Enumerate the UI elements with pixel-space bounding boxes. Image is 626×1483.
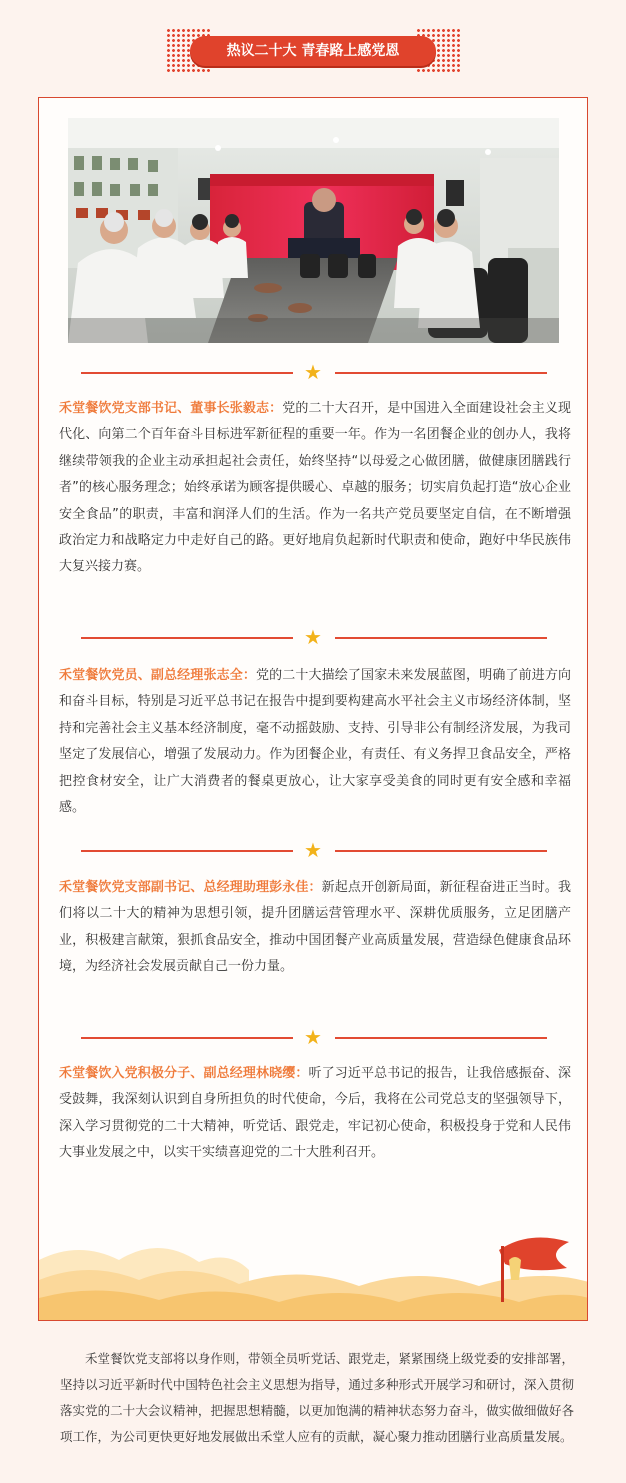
divider-2 xyxy=(81,625,547,649)
star-icon: ★ xyxy=(304,1025,322,1049)
divider-1 xyxy=(81,360,547,384)
header-banner xyxy=(0,22,626,78)
star-icon: ★ xyxy=(304,625,322,649)
star-icon: ★ xyxy=(304,838,322,862)
cloud-flag-decoration-icon xyxy=(39,1220,588,1320)
section-3-text: 新起点开创新局面，新征程奋进正当时。我们将以二十大的精神为思想引领，提升团膳运营管理水平、深耕优质服务，立足团膳产业，积极建言献策，狠抓食品安全，推动中国团餐产业高质量发展，营造绿色健康食品环境，为经济社会发展贡献自己一份力量。 xyxy=(59,880,571,975)
section-4-speaker: 禾堂餐饮入党积极分子、副总经理林晓缨： xyxy=(59,1066,309,1081)
section-2-text: 党的二十大描绘了国家未来发展蓝图，明确了前进方向和奋斗目标，特别是习近平总书记在报告中提到要构建高水平社会主义市场经济体制，坚持和完善社会主义基本经济制度，毫不动摇鼓励、支持、引导非公有制经济发展，为我司坚定了发展信心，增强了发展动力。作为团餐企业，有责任、有义务捍卫食品安全，严格把控食材安全，让广大消费者的餐桌更放心，让大家享受美食的同时更有安全感和幸福感。 xyxy=(59,668,571,816)
footer-paragraph: 禾堂餐饮党支部将以身作则，带领全员听党话、跟党走，紧紧围绕上级党委的安排部署，坚持以习近平新时代中国特色社会主义思想为指导，通过多种形式开展学习和研讨，深入贯彻落实党的二十大会议精神，把握思想精髓，以更加饱满的精神状态努力奋斗，做实做细做好各项工作，为公司更快更好地发展做出禾堂人应有的贡献，凝心聚力推动团膳行业高质量发展。 xyxy=(60,1351,574,1444)
section-4 xyxy=(59,1061,571,1167)
banner-title: 热议二十大 青春路上感党恩 xyxy=(190,36,436,66)
star-icon: ★ xyxy=(304,360,322,384)
content-card xyxy=(38,97,588,1321)
meeting-photo xyxy=(68,118,559,343)
section-1-text: 党的二十大召开，是中国进入全面建设社会主义现代化、向第二个百年奋斗目标进军新征程的重要一年。作为一名团餐企业的创办人，我将继续带领我的企业主动承担起社会责任，始终坚持“以母爱之心做团膳，做健康团膳践行者”的核心服务理念；始终承诺为顾客提供暖心、卓越的服务；切实肩负起打造“放心企业 安全食品”的职责，丰富和润泽人们的生活。作为一名共产党员要坚定自信，在不断增强政治定力和战略定力中走好自己的路。更好地肩负起新时代职责和使命，跑好中华民族伟大复兴接力赛。 xyxy=(59,401,571,575)
section-3 xyxy=(59,875,571,981)
section-1-speaker: 禾堂餐饮党支部书记、董事长张毅志： xyxy=(59,401,283,416)
section-2-speaker: 禾堂餐饮党员、副总经理张志全： xyxy=(59,668,256,683)
divider-3 xyxy=(81,838,547,862)
section-4-text: 听了习近平总书记的报告，让我倍感振奋、深受鼓舞，我深刻认识到自身所担负的时代使命，今后，我将在公司党总支的坚强领导下，深入学习贯彻党的二十大精神，听党话、跟党走，牢记初心使命，积极投身于党和人民伟大事业发展之中，以实干实绩喜迎党的二十大胜利召开。 xyxy=(59,1066,571,1161)
section-2 xyxy=(59,663,571,821)
divider-4 xyxy=(81,1025,547,1049)
section-3-speaker: 禾堂餐饮党支部副书记、总经理助理彭永佳： xyxy=(59,880,322,895)
section-1 xyxy=(59,396,571,581)
meeting-photo-icon xyxy=(68,118,559,343)
